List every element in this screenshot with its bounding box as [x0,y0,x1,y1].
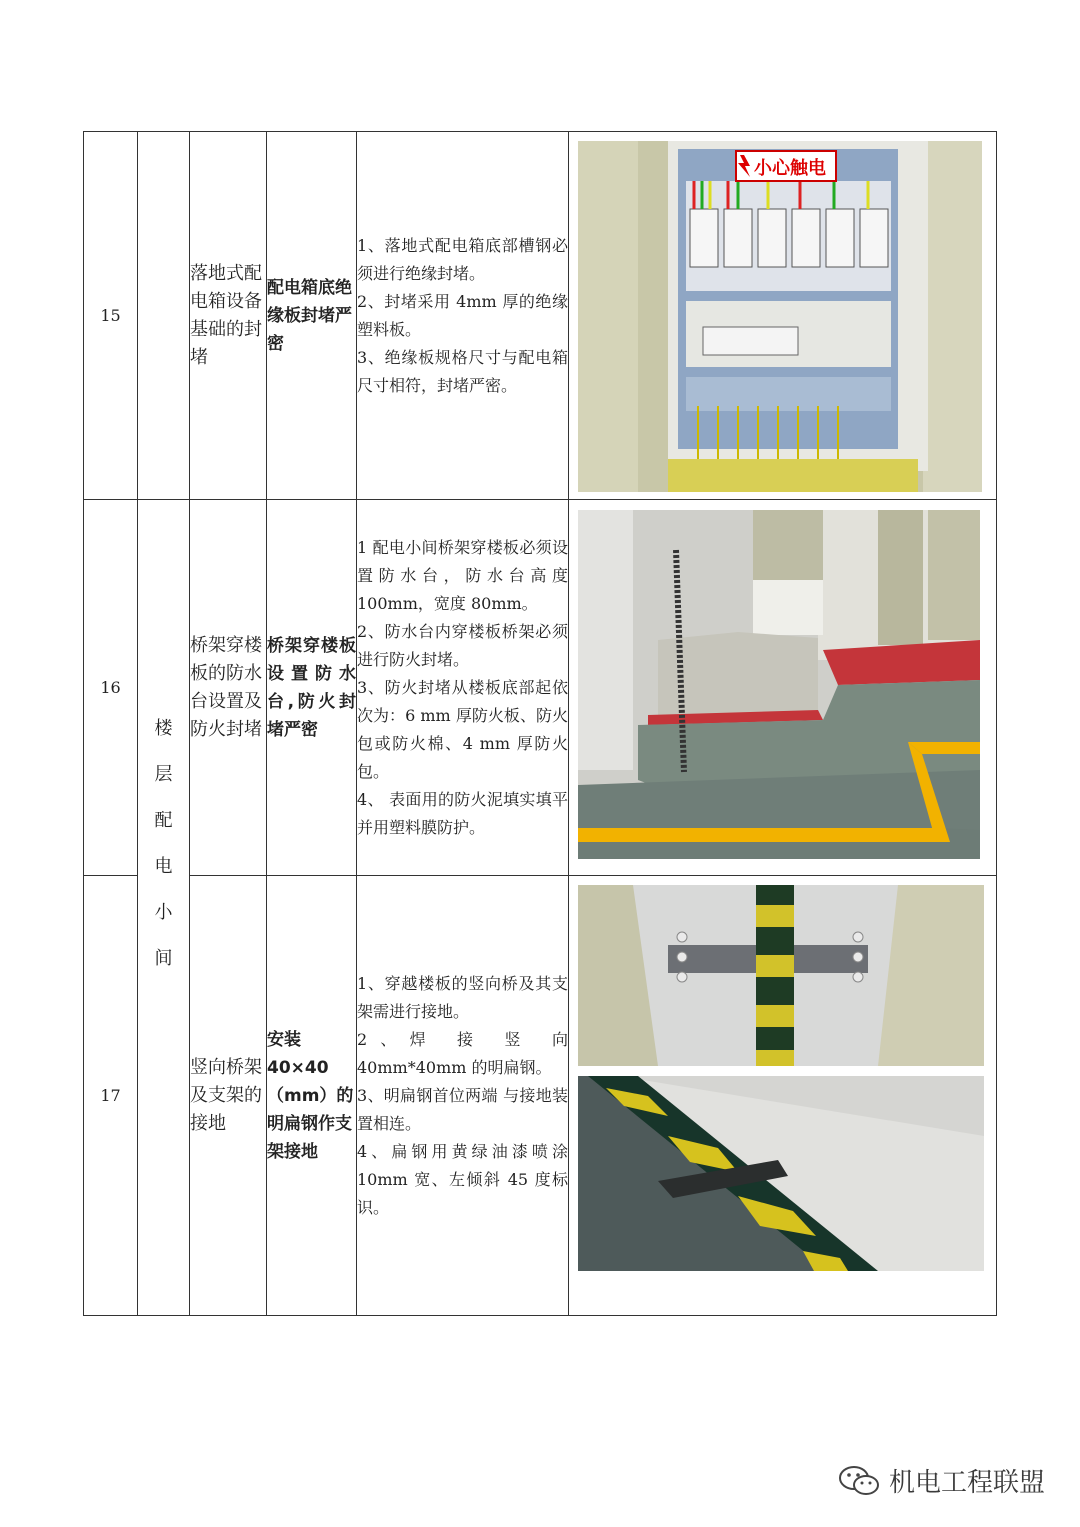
requirement: 桥架穿楼板设置防水台,防火封堵严密 [267,500,357,876]
description-line: 2、焊 接 竖 向 40mm*40mm 的明扁钢。 [357,1029,568,1077]
row-number: 15 [84,132,138,500]
requirement: 安装40×40（mm）的明扁钢作支架接地 [267,876,357,1316]
item-name: 桥架穿楼板的防水台设置及防火封堵 [190,500,267,876]
table-row [84,876,997,1316]
table-row [84,500,997,876]
photo-cell [569,500,997,876]
description-line: 2、封堵采用 4mm 厚的绝缘塑料板。 [357,291,568,339]
waterproof-platform-photo [578,510,980,859]
item-name: 竖向桥架及支架的接地 [190,876,267,1316]
vertical-tray-photo [578,885,984,1066]
description-line: 4、扁钢用黄绿油漆喷涂 10mm 宽、左倾斜 45 度标识。 [357,1141,568,1217]
photo-cell [569,876,997,1316]
row-number: 16 [84,500,138,876]
description-line: 3、绝缘板规格尺寸与配电箱尺寸相符，封堵严密。 [357,347,568,395]
watermark-text: 机电工程联盟 [888,1468,1045,1498]
description-line: 1、穿越楼板的竖向桥及其支架需进行接地。 [357,973,568,1021]
distribution-cabinet-photo [578,141,982,492]
watermark [837,1462,1045,1499]
wechat-icon [837,1464,881,1498]
description-line: 3、明扁钢首位两端 与接地装置相连。 [357,1085,568,1133]
spec-table [83,131,997,1316]
flat-steel-marking-photo [578,1076,984,1271]
area-cell [138,500,190,1316]
item-name: 落地式配电箱设备基础的封堵 [190,132,267,500]
photo-cell [569,132,997,500]
description [357,132,569,500]
description-line: 1、落地式配电箱底部槽钢必须进行绝缘封堵。 [357,235,568,283]
area-label: 楼 层 配 电 小 间 [154,718,173,969]
row-number: 17 [84,876,138,1316]
warning-sign-text: 小心触电 [754,158,826,179]
description-line: 1 配电小间桥架穿楼板必须设置防水台，防水台高度 100mm，宽度 80mm。 [357,537,568,613]
requirement: 配电箱底绝缘板封堵严密 [267,132,357,500]
description-line: 3、防火封堵从楼板底部起依次为：6 mm 厚防火板、防火包或防火棉、4 mm 厚防火包。 [357,677,568,781]
description [357,500,569,876]
description-line: 4、 表面用的防火泥填实填平并用塑料膜防护。 [357,789,568,837]
description-line: 2、防水台内穿楼板桥架必须进行防火封堵。 [357,621,568,669]
description [357,876,569,1316]
table-row [84,132,997,500]
area-cell-empty [138,132,190,500]
